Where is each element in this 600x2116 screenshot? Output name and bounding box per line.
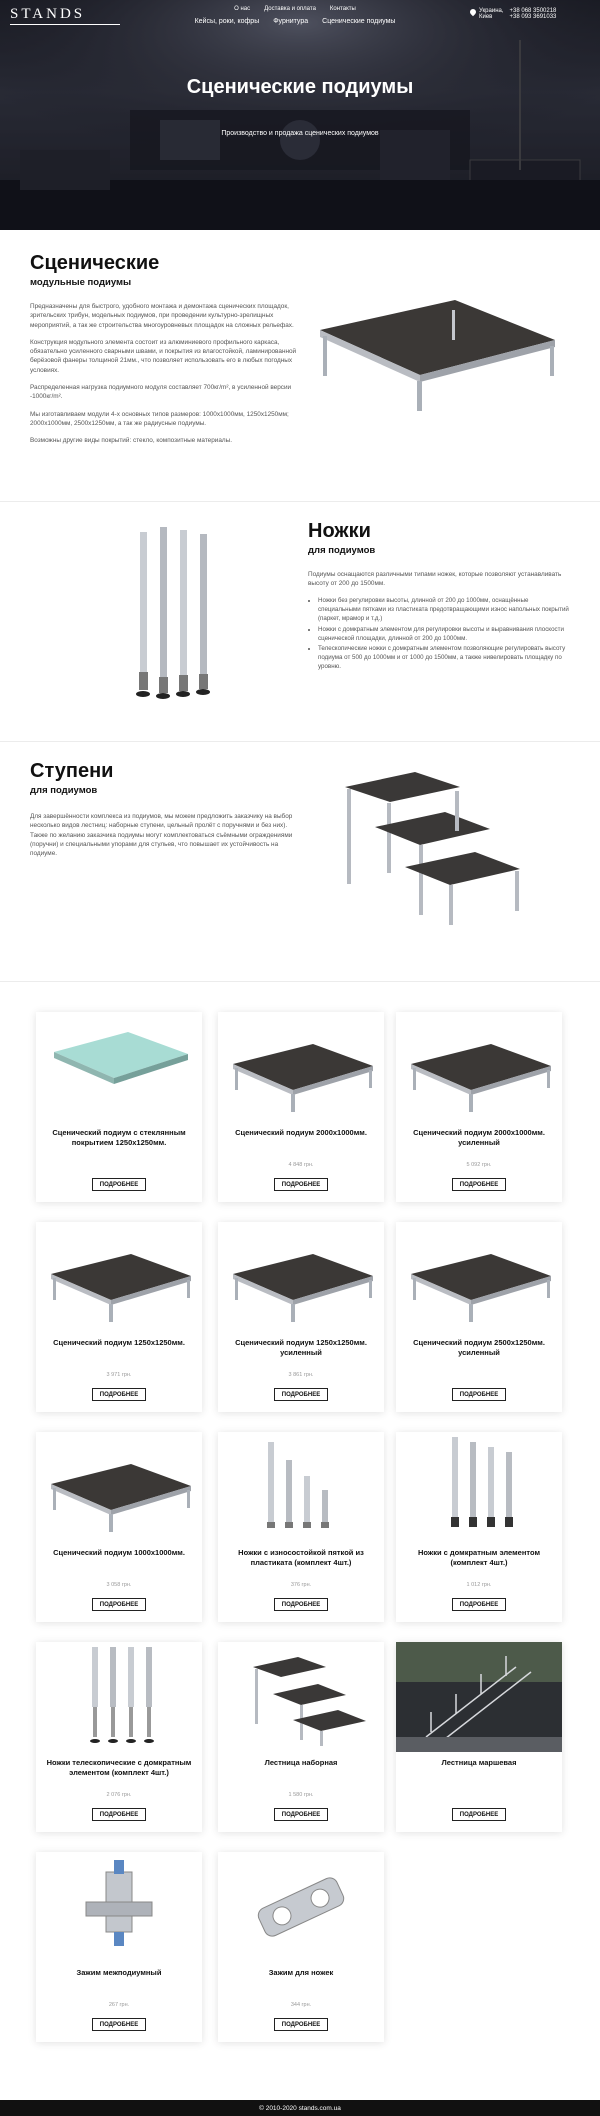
- details-button[interactable]: ПОДРОБНЕЕ: [92, 1388, 146, 1401]
- details-button[interactable]: ПОДРОБНЕЕ: [92, 1808, 146, 1821]
- products-grid: [0, 982, 600, 2090]
- details-button[interactable]: ПОДРОБНЕЕ: [452, 1808, 506, 1821]
- product-card[interactable]: [218, 1222, 384, 1412]
- details-button[interactable]: ПОДРОБНЕЕ: [452, 1598, 506, 1611]
- product-title[interactable]: Сценический подиум с стеклянным покрытием 1250х1250мм.: [52, 1128, 186, 1147]
- section-modular-platforms: [0, 230, 600, 502]
- section3-title: Ступени: [30, 760, 114, 782]
- product-title[interactable]: Сценический подиум 1250х1250мм. усиленный: [235, 1338, 367, 1357]
- product-card[interactable]: [218, 1852, 384, 2042]
- section2-intro: Подиумы оснащаются различными типами ножек, которые позволяют устанавливать высоту от 200 до 1500мм.: [308, 571, 562, 588]
- section3-subtitle: для подиумов: [30, 785, 98, 796]
- product-title[interactable]: Ножки с домкратным элементом (комплект 4шт.): [417, 1548, 540, 1567]
- product-image[interactable]: [218, 1642, 384, 1752]
- product-image[interactable]: [36, 1852, 202, 1962]
- product-image[interactable]: [36, 1642, 202, 1752]
- section-legs: [0, 502, 600, 742]
- product-card[interactable]: [36, 1642, 202, 1832]
- nav-delivery[interactable]: Доставка и оплата: [264, 6, 316, 12]
- footer: © 2010-2020 stands.com.ua: [0, 2100, 600, 2116]
- product-card[interactable]: [396, 1222, 562, 1412]
- section3-text: Для завершённости комплекса из подиумов, мы можем предложить заказчику на выбор несколько видов лестниц: наборные ступени, цельный пролёт с поручнями и без них). Также по желанию заказчика подиумы могут комплектоваться съёмными ограждениями (поручни) и специальными упорами для стульев, что повышает их устойчивость на подиуме.: [30, 813, 293, 858]
- section1-title: Сценические: [30, 252, 160, 274]
- phone-2[interactable]: +38 093 3691033: [509, 14, 557, 20]
- product-card[interactable]: [396, 1432, 562, 1622]
- details-button[interactable]: ПОДРОБНЕЕ: [274, 1388, 328, 1401]
- section1-subtitle: модульные подиумы: [30, 277, 132, 288]
- section1-text-2: Конструкция модульного элемента состоит из алюминиевого профильного каркаса, обязательно усиленного сварными швами, и покрытия из влагостойкой, ламинированной берёзовой фанеры толщиной 21мм., что позволяет использовать его в любых погодных условиях.: [30, 338, 297, 374]
- location: [470, 8, 504, 20]
- product-card[interactable]: [218, 1432, 384, 1622]
- product-image[interactable]: [396, 1432, 562, 1542]
- product-price: 3 971 грн.: [106, 1372, 132, 1378]
- section2-subtitle: для подиумов: [308, 545, 376, 556]
- details-button[interactable]: ПОДРОБНЕЕ: [274, 1808, 328, 1821]
- product-title[interactable]: Сценический подиум 2000х1000мм.: [235, 1128, 367, 1137]
- main-navigation: [120, 4, 470, 25]
- product-title[interactable]: Ножки телескопические с домкратным элементом (комплект 4шт.): [46, 1758, 192, 1777]
- product-title[interactable]: Зажим межподиумный: [76, 1968, 162, 1977]
- hero-subtitle: Производство и продажа сценических подиумов: [221, 130, 379, 137]
- product-image[interactable]: [218, 1222, 384, 1332]
- product-price: 2 076 грн.: [106, 1792, 132, 1798]
- details-button[interactable]: ПОДРОБНЕЕ: [274, 2018, 328, 2031]
- details-button[interactable]: ПОДРОБНЕЕ: [452, 1178, 506, 1191]
- location-country: Украина,: [479, 8, 504, 14]
- legs-image: [120, 522, 230, 722]
- product-price: 1 580 грн.: [288, 1792, 314, 1798]
- product-title[interactable]: Сценический подиум 2500х1250мм. усиленный: [413, 1338, 545, 1357]
- product-image[interactable]: [218, 1012, 384, 1122]
- product-image[interactable]: [36, 1012, 202, 1122]
- product-image[interactable]: [396, 1012, 562, 1122]
- steps-image: [335, 767, 525, 947]
- product-title[interactable]: Зажим для ножек: [268, 1968, 334, 1977]
- product-image[interactable]: [36, 1432, 202, 1542]
- platform-image: [305, 290, 565, 420]
- product-card[interactable]: [36, 1852, 202, 2042]
- nav-contacts[interactable]: Контакты: [329, 6, 356, 12]
- section1-text-3: Распределенная нагрузка подиумного модуля составляет 700кг/m², в усиленной версии -1000кг/m².: [30, 383, 292, 401]
- product-card[interactable]: [36, 1012, 202, 1202]
- product-image[interactable]: [218, 1852, 384, 1962]
- product-title[interactable]: Ножки с износостойкой пяткой из пластиката (комплект 4шт.): [238, 1548, 364, 1567]
- section-steps: [0, 742, 600, 982]
- product-card[interactable]: [396, 1642, 562, 1832]
- hero-banner: [0, 0, 600, 230]
- nav-furniture[interactable]: Фурнитура: [273, 18, 309, 25]
- product-price: 3 058 грн.: [106, 1582, 132, 1588]
- details-button[interactable]: ПОДРОБНЕЕ: [274, 1178, 328, 1191]
- product-price: 5 092 грн.: [466, 1162, 492, 1168]
- product-title[interactable]: Сценический подиум 2000х1000мм. усиленный: [413, 1128, 545, 1147]
- product-price: 1 012 грн.: [466, 1582, 492, 1588]
- nav-cases[interactable]: Кейсы, роки, кофры: [194, 18, 260, 25]
- product-price: 267 грн.: [108, 2002, 130, 2008]
- product-price: 3 861 грн.: [288, 1372, 314, 1378]
- legs-type-item: • Ножки с домкратным элементом для регулировки высоты и выравнивания плоскости сценической площадки, длинной от 200 до 1000мм.: [318, 626, 570, 644]
- site-logo[interactable]: STANDS: [10, 6, 120, 25]
- product-price: 344 грн.: [290, 2002, 312, 2008]
- details-button[interactable]: ПОДРОБНЕЕ: [274, 1598, 328, 1611]
- details-button[interactable]: ПОДРОБНЕЕ: [92, 1598, 146, 1611]
- top-bar: [0, 0, 600, 34]
- location-city: Киев: [479, 14, 493, 20]
- details-button[interactable]: ПОДРОБНЕЕ: [92, 2018, 146, 2031]
- product-title[interactable]: Лестница наборная: [264, 1758, 338, 1767]
- section1-text-4: Мы изготавливаем модули 4-х основных типов размеров: 1000х1000мм, 1250х1250мм; 2000х1000мм, 2500х1250мм, а так же радиусные подиумы.: [30, 410, 289, 427]
- product-card[interactable]: [396, 1012, 562, 1202]
- product-title[interactable]: Лестница маршевая: [441, 1758, 517, 1767]
- legs-type-item: • Телескопические ножки с домкратным элементом позволяющие регулировать высоту подиума от 500 до 1000мм и от 1000 до 1500мм, а также нивелировать площадку по уровню.: [318, 645, 570, 672]
- details-button[interactable]: ПОДРОБНЕЕ: [92, 1178, 146, 1191]
- product-image[interactable]: [36, 1222, 202, 1332]
- location-pin-icon: [469, 8, 477, 16]
- product-card[interactable]: [218, 1642, 384, 1832]
- product-price: 376 грн.: [290, 1582, 312, 1588]
- product-image[interactable]: [396, 1642, 562, 1752]
- details-button[interactable]: ПОДРОБНЕЕ: [452, 1388, 506, 1401]
- section2-title: Ножки: [308, 520, 371, 542]
- product-title[interactable]: Сценический подиум 1000х1000мм.: [53, 1548, 185, 1557]
- legs-type-item: • Ножки без регулировки высоты, длинной от 200 до 1000мм, оснащённые специальными пятками из пластиката предотвращающими износ напольных покрытий (паркет, мрамор и т.д.): [318, 597, 570, 624]
- contacts-block: [470, 8, 590, 20]
- nav-stage-platforms[interactable]: Сценические подиумы: [322, 18, 396, 25]
- product-title[interactable]: Сценический подиум 1250х1250мм.: [53, 1338, 185, 1347]
- legs-types-list: [308, 597, 570, 673]
- product-card[interactable]: [36, 1432, 202, 1622]
- hero-title: Сценические подиумы: [186, 76, 414, 98]
- product-card[interactable]: [218, 1012, 384, 1202]
- phone-1[interactable]: +38 068 3500218: [509, 8, 557, 14]
- product-card[interactable]: [36, 1222, 202, 1412]
- product-image[interactable]: [218, 1432, 384, 1542]
- product-price: 4 848 грн.: [288, 1162, 314, 1168]
- section1-text-1: Предназначены для быстрого, удобного монтажа и демонтажа сценических площадок, зрительских трибун, модельных подиумов, при проведении культурно-зрелищных мероприятий, а так же строительства многоуровневых площадок на сложных рельефах.: [30, 303, 294, 329]
- section1-text-5: Возможны другие виды покрытий: стекло, композитные материалы.: [30, 437, 233, 445]
- product-image[interactable]: [396, 1222, 562, 1332]
- nav-about[interactable]: О нас: [234, 6, 251, 12]
